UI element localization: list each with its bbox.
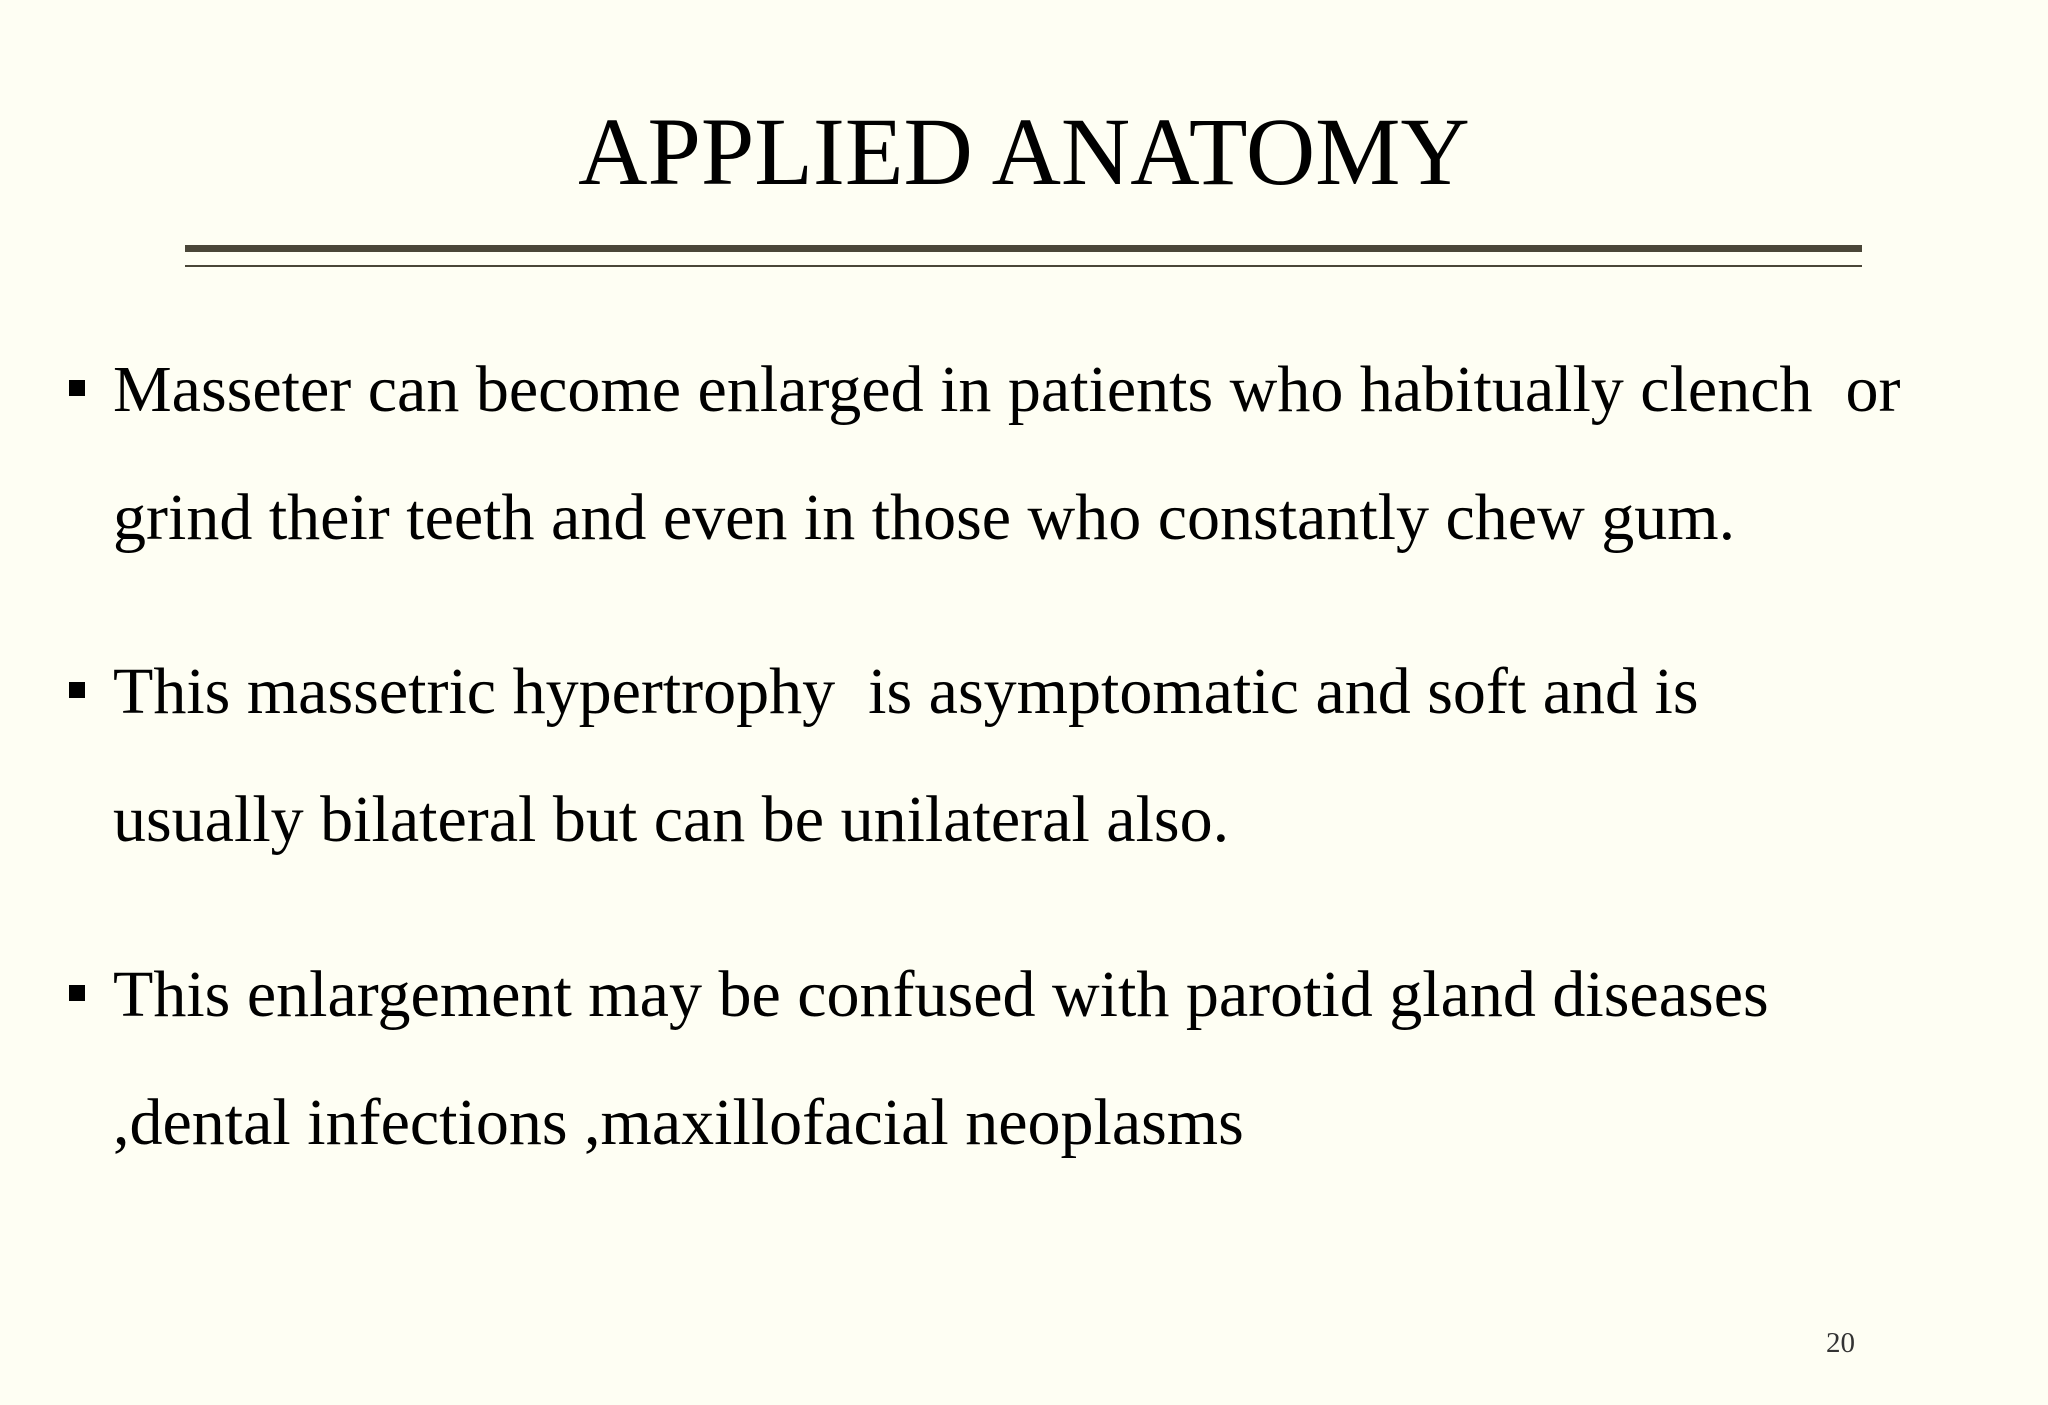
- bullet-line: grind their teeth and even in those who constantly chew gum.: [113, 481, 1736, 554]
- square-bullet-icon: [69, 682, 85, 698]
- square-bullet-icon: [69, 985, 85, 1001]
- square-bullet-icon: [69, 380, 85, 396]
- title-underline-thin: [185, 265, 1862, 267]
- bullet-line: Masseter can become enlarged in patients who habitually clench or: [113, 353, 1901, 426]
- bullet-line: usually bilateral but can be unilateral also.: [113, 783, 1230, 856]
- page-number: 20: [1826, 1327, 1855, 1359]
- slide-title: APPLIED ANATOMY: [578, 98, 1470, 205]
- bullet-line: This enlargement may be confused with parotid gland diseases: [113, 958, 1769, 1031]
- bullet-line: ,dental infections ,maxillofacial neoplasms: [113, 1086, 1244, 1159]
- title-underline-thick: [185, 245, 1862, 252]
- bullet-line: This massetric hypertrophy is asymptomatic and soft and is: [113, 655, 1699, 728]
